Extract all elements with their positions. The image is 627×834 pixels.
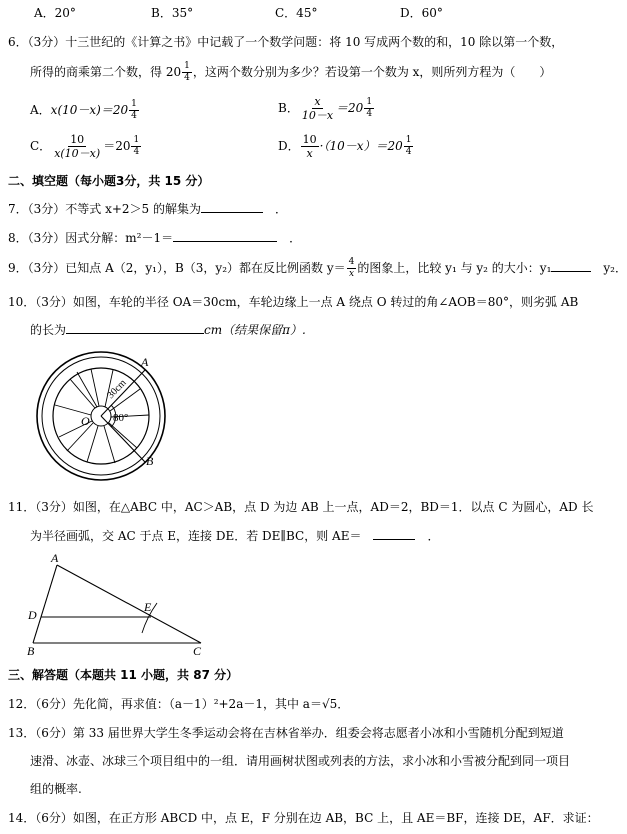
q13-line3: 组的概率. bbox=[30, 782, 82, 796]
q11-line1: 11．（3分）如图，在△ABC 中，AC＞AB，点 D 为边 AB 上一点，AD＝2，BD＝1．以点 C 为圆心，AD 长 bbox=[8, 500, 594, 514]
q13-line2: 速滑、冰壶、冰球三个项目组中的一组．请用画树状图或列表的方法，求小冰和小雪被分配到同一项目 bbox=[30, 754, 571, 768]
wheel-label-radius: 30cm bbox=[105, 377, 129, 402]
q6-line2: 所得的商乘第二个数，得 20 $\frac{1}{4}$ ，这两个数分别为多少？若设第一个数为 x，则所列方程为（ ） bbox=[30, 61, 552, 83]
wheel-label-b: B bbox=[146, 454, 154, 468]
q8: 8．（3分）因式分解：m²－1＝ ． bbox=[8, 231, 302, 245]
wheel-figure bbox=[25, 345, 175, 475]
q8-answer-blank bbox=[173, 241, 277, 242]
tri-label-d: D bbox=[28, 608, 37, 622]
section-3-title: 三、解答题（本题共 11 小题，共 87 分） bbox=[8, 668, 239, 682]
q13-line1: 13．（6分）第 33 届世界大学生冬季运动会将在吉林省举办．组委会将志愿者小冰和小雪随机分配到短道 bbox=[8, 726, 564, 740]
q10-line2: 的长为 cm（结果保留π）. bbox=[30, 323, 306, 337]
wheel-label-o: O bbox=[81, 414, 90, 428]
q6-option-a: A．x(10－x)＝20 $\frac{1}{4}$ bbox=[30, 99, 137, 121]
tri-label-b: B bbox=[27, 644, 35, 658]
q10-line1: 10．（3分）如图，车轮的半径 OA＝30cm，车轮边缘上一点 A 绕点 O 转过的角∠AOB＝80°，则劣弧 AB bbox=[8, 295, 579, 309]
q5-option-b: B．35° bbox=[151, 6, 194, 20]
q10-answer-blank bbox=[66, 333, 204, 334]
q5-option-c: C．45° bbox=[275, 6, 318, 20]
q5-option-d: D．60° bbox=[400, 6, 443, 20]
tri-label-a: A bbox=[51, 551, 59, 565]
q14: 14．（6分）如图，在正方形 ABCD 中，点 E，F 分别在边 AB，BC 上，且 AE＝BF，连接 DE，AF．求证： bbox=[8, 811, 599, 825]
tri-label-c: C bbox=[193, 644, 202, 658]
q6-option-b: B． $\frac{x}{10-x}$ ＝20 $\frac{1}{4}$ bbox=[278, 95, 373, 122]
q11-line2: 为半径画弧，交 AC 于点 E，连接 DE．若 DE∥BC，则 AE＝ ． bbox=[30, 529, 440, 543]
q6-option-d: D． $\frac{10}{x}$ ·（10－x）＝20 $\frac{1}{4}$ bbox=[278, 133, 412, 160]
q7-answer-blank bbox=[201, 212, 263, 213]
section-2-title: 二、填空题（每小题3分，共 15 分） bbox=[8, 174, 210, 188]
q11-answer-blank bbox=[373, 539, 415, 540]
q9-answer-blank bbox=[551, 271, 591, 272]
q9: 9．（3分）已知点 A（2，y₁），B（3，y₂）都在反比例函数 y＝ $\frac{4}{x}$ 的图象上，比较 y₁ 与 y₂ 的大小：y₁ y₂． bbox=[8, 257, 627, 279]
triangle-figure bbox=[25, 551, 215, 656]
q7: 7．（3分）不等式 x+2＞5 的解集为 ． bbox=[8, 202, 288, 216]
q6-line1: 6．（3分）十三世纪的《计算之书》中记载了一个数学问题：将 10 写成两个数的和，10 除以第一个数， bbox=[8, 35, 564, 49]
tri-label-e: E bbox=[144, 600, 152, 614]
q6-option-c: C． $\frac{10}{x(10-x)}$ ＝20 $\frac{1}{4}$ bbox=[30, 133, 140, 160]
q6-fraction: $\frac{1}{4}$ bbox=[184, 61, 190, 83]
q12: 12．（6分）先化简，再求值：（a－1）²+2a－1，其中 a＝√5． bbox=[8, 697, 350, 711]
wheel-label-angle: 80° bbox=[113, 412, 129, 424]
q5-option-a: A．20° bbox=[34, 6, 76, 20]
wheel-label-a: A bbox=[141, 355, 149, 369]
